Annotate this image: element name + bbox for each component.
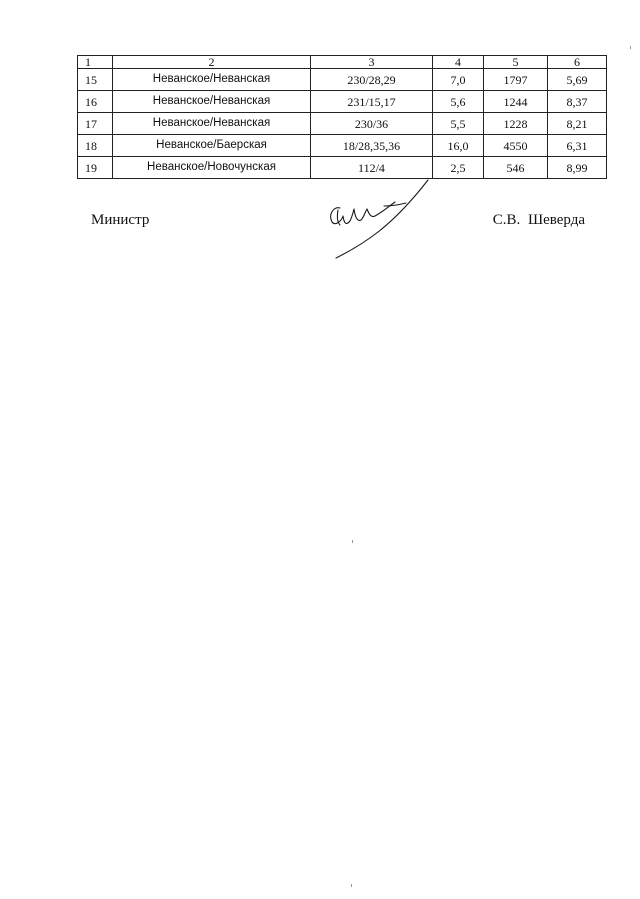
row-number-cell: 16 (78, 91, 113, 113)
value-cell: 5,5 (433, 113, 484, 135)
header-cell: 5 (484, 56, 548, 69)
table-row (78, 113, 607, 135)
value-cell: 2,5 (433, 157, 484, 179)
scan-speck (630, 46, 631, 49)
signer-title: Министр (91, 212, 150, 228)
well-cell: 231/15,17 (311, 91, 433, 113)
value-cell: 5,69 (548, 69, 607, 91)
value-cell: 1797 (484, 69, 548, 91)
data-table (77, 55, 607, 179)
table-row (78, 135, 607, 157)
header-cell: 6 (548, 56, 607, 69)
field-name-cell: Неванское/Неванская (113, 113, 311, 135)
value-cell: 8,21 (548, 113, 607, 135)
well-cell: 18/28,35,36 (311, 135, 433, 157)
signer-name: С.В. Шеверда (492, 212, 585, 228)
field-name-cell: Неванское/Баерская (113, 135, 311, 157)
value-cell: 16,0 (433, 135, 484, 157)
table-row (78, 91, 607, 113)
field-name-cell: Неванское/Неванская (113, 69, 311, 91)
value-cell: 7,0 (433, 69, 484, 91)
header-cell: 1 (78, 56, 113, 69)
table-row (78, 69, 607, 91)
field-name-cell: Неванское/Неванская (113, 91, 311, 113)
handwritten-signature-icon (318, 176, 436, 260)
row-number-cell: 15 (78, 69, 113, 91)
scan-speck (351, 884, 352, 887)
row-number-cell: 18 (78, 135, 113, 157)
value-cell: 1228 (484, 113, 548, 135)
well-cell: 112/4 (311, 157, 433, 179)
value-cell: 4550 (484, 135, 548, 157)
header-cell: 3 (311, 56, 433, 69)
header-cell: 4 (433, 56, 484, 69)
field-name-cell: Неванское/Новочунская (113, 157, 311, 179)
header-cell: 2 (113, 56, 311, 69)
value-cell: 546 (484, 157, 548, 179)
value-cell: 8,37 (548, 91, 607, 113)
value-cell: 8,99 (548, 157, 607, 179)
table-header-row (78, 56, 607, 69)
row-number-cell: 19 (78, 157, 113, 179)
well-cell: 230/36 (311, 113, 433, 135)
well-cell: 230/28,29 (311, 69, 433, 91)
scan-speck (352, 540, 353, 543)
value-cell: 5,6 (433, 91, 484, 113)
value-cell: 6,31 (548, 135, 607, 157)
value-cell: 1244 (484, 91, 548, 113)
row-number-cell: 17 (78, 113, 113, 135)
